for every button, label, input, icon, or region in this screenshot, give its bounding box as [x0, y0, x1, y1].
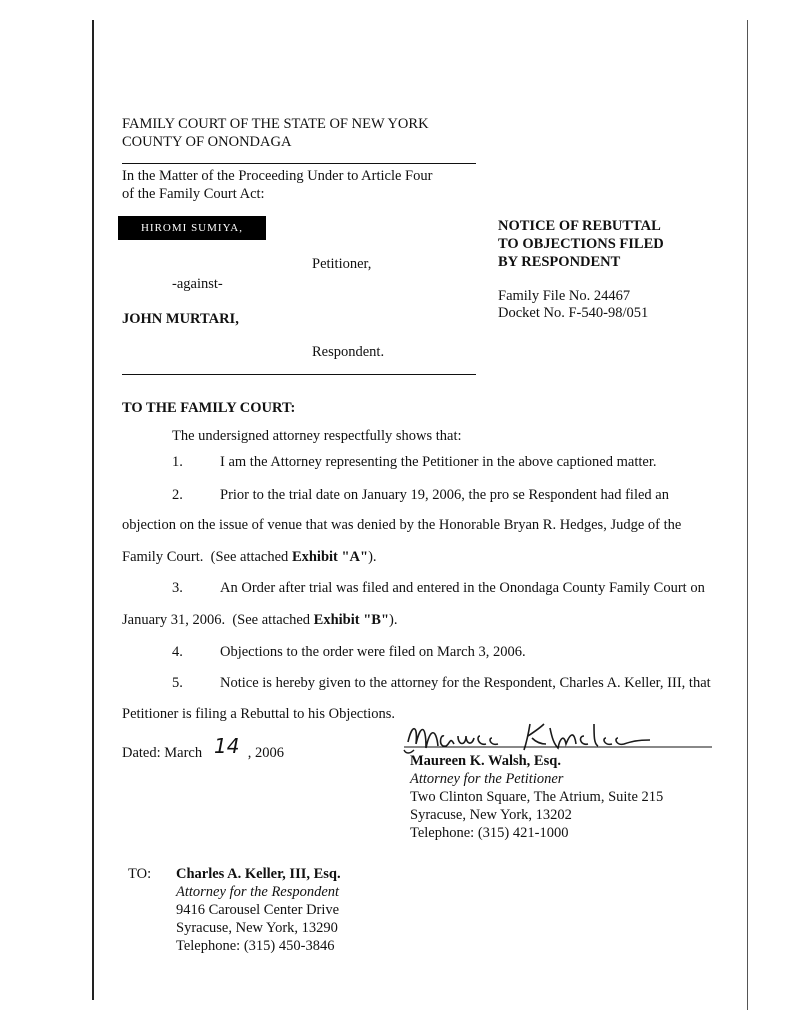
dated-line — [122, 734, 284, 762]
item-3-text-c: January 31, 2006. (See attached — [122, 612, 314, 628]
matter-line-2: of the Family Court Act: — [122, 186, 265, 202]
family-file-number: Family File No. 24467 — [498, 288, 631, 304]
recipient-address-2: Syracuse, New York, 13290 — [176, 920, 338, 936]
dated-suffix: , 2006 — [247, 745, 284, 761]
signer-name: Maureen K. Walsh, Esq. — [410, 753, 561, 769]
matter-line-1: In the Matter of the Proceeding Under to Article Four — [122, 168, 433, 184]
to-the-family-court: TO THE FAMILY COURT: — [122, 400, 296, 416]
exhibit-b: Exhibit "B" — [313, 612, 390, 628]
item-5-line-1 — [172, 675, 711, 692]
notice-title-3: BY RESPONDENT — [498, 254, 621, 270]
item-2-number: 2. — [172, 487, 183, 503]
petitioner-label: Petitioner, — [312, 256, 372, 272]
caption-bottom-rule — [122, 374, 476, 375]
item-3-text-a: An Order after trial was filed and entered in the Onondaga County Family Court on — [220, 580, 705, 596]
item-5-number: 5. — [172, 675, 183, 691]
item-1-number: 1. — [172, 454, 183, 470]
exhibit-a: Exhibit "A" — [291, 549, 369, 565]
to-label: TO: — [128, 866, 152, 882]
notice-title-1: NOTICE OF REBUTTAL — [498, 218, 661, 234]
dated-prefix: Dated: March — [122, 745, 203, 761]
item-5-text-a: Notice is hereby given to the attorney for the Respondent, Charles A. Keller, III, that — [220, 675, 711, 691]
redacted-petitioner-name: HIROMI SUMIYA, — [118, 216, 266, 240]
court-county: COUNTY OF ONONDAGA — [122, 134, 292, 150]
recipient-address-1: 9416 Carousel Center Drive — [176, 902, 340, 918]
item-2-line-2: objection on the issue of venue that was denied by the Honorable Bryan R. Hedges, Judge of the — [122, 517, 682, 533]
notice-title-2: TO OBJECTIONS FILED — [498, 236, 664, 252]
signer-address-2: Syracuse, New York, 13202 — [410, 807, 572, 823]
item-1 — [172, 454, 656, 471]
recipient-role: Attorney for the Respondent — [176, 884, 340, 900]
item-4-text: Objections to the order were filed on March 3, 2006. — [220, 644, 526, 660]
signer-role: Attorney for the Petitioner — [410, 771, 564, 787]
item-2-text-c: Family Court. (See attached — [122, 549, 292, 565]
item-3-number: 3. — [172, 580, 183, 596]
item-3-line-2 — [122, 612, 397, 629]
dated-day-handwritten: 14 — [214, 734, 240, 758]
against-label: -against- — [172, 276, 223, 292]
item-2-line-1 — [172, 487, 669, 504]
intro-line: The undersigned attorney respectfully shows that: — [172, 428, 462, 444]
item-3-text-d: ). — [389, 612, 398, 628]
signer-address-1: Two Clinton Square, The Atrium, Suite 215 — [410, 789, 664, 805]
item-3-line-1 — [172, 580, 705, 597]
respondent-name: JOHN MURTARI, — [122, 311, 239, 327]
court-name: FAMILY COURT OF THE STATE OF NEW YORK — [122, 116, 429, 132]
item-2-line-3 — [122, 549, 377, 566]
item-1-text: I am the Attorney representing the Petitioner in the above captioned matter. — [220, 454, 657, 470]
item-4-number: 4. — [172, 644, 183, 660]
recipient-name: Charles A. Keller, III, Esq. — [176, 866, 341, 882]
caption-top-rule — [122, 163, 476, 164]
respondent-label: Respondent. — [312, 344, 385, 360]
right-scan-edge — [747, 20, 748, 1010]
item-5-line-2: Petitioner is filing a Rebuttal to his Objections. — [122, 706, 396, 722]
item-2-text-d: ). — [368, 549, 377, 565]
signer-phone: Telephone: (315) 421-1000 — [410, 825, 569, 841]
left-scan-edge — [92, 20, 94, 1000]
docket-number: Docket No. F-540-98/051 — [498, 305, 649, 321]
item-4 — [172, 644, 526, 661]
item-2-text-a: Prior to the trial date on January 19, 2006, the pro se Respondent had filed an — [220, 487, 669, 503]
recipient-phone: Telephone: (315) 450-3846 — [176, 938, 335, 954]
